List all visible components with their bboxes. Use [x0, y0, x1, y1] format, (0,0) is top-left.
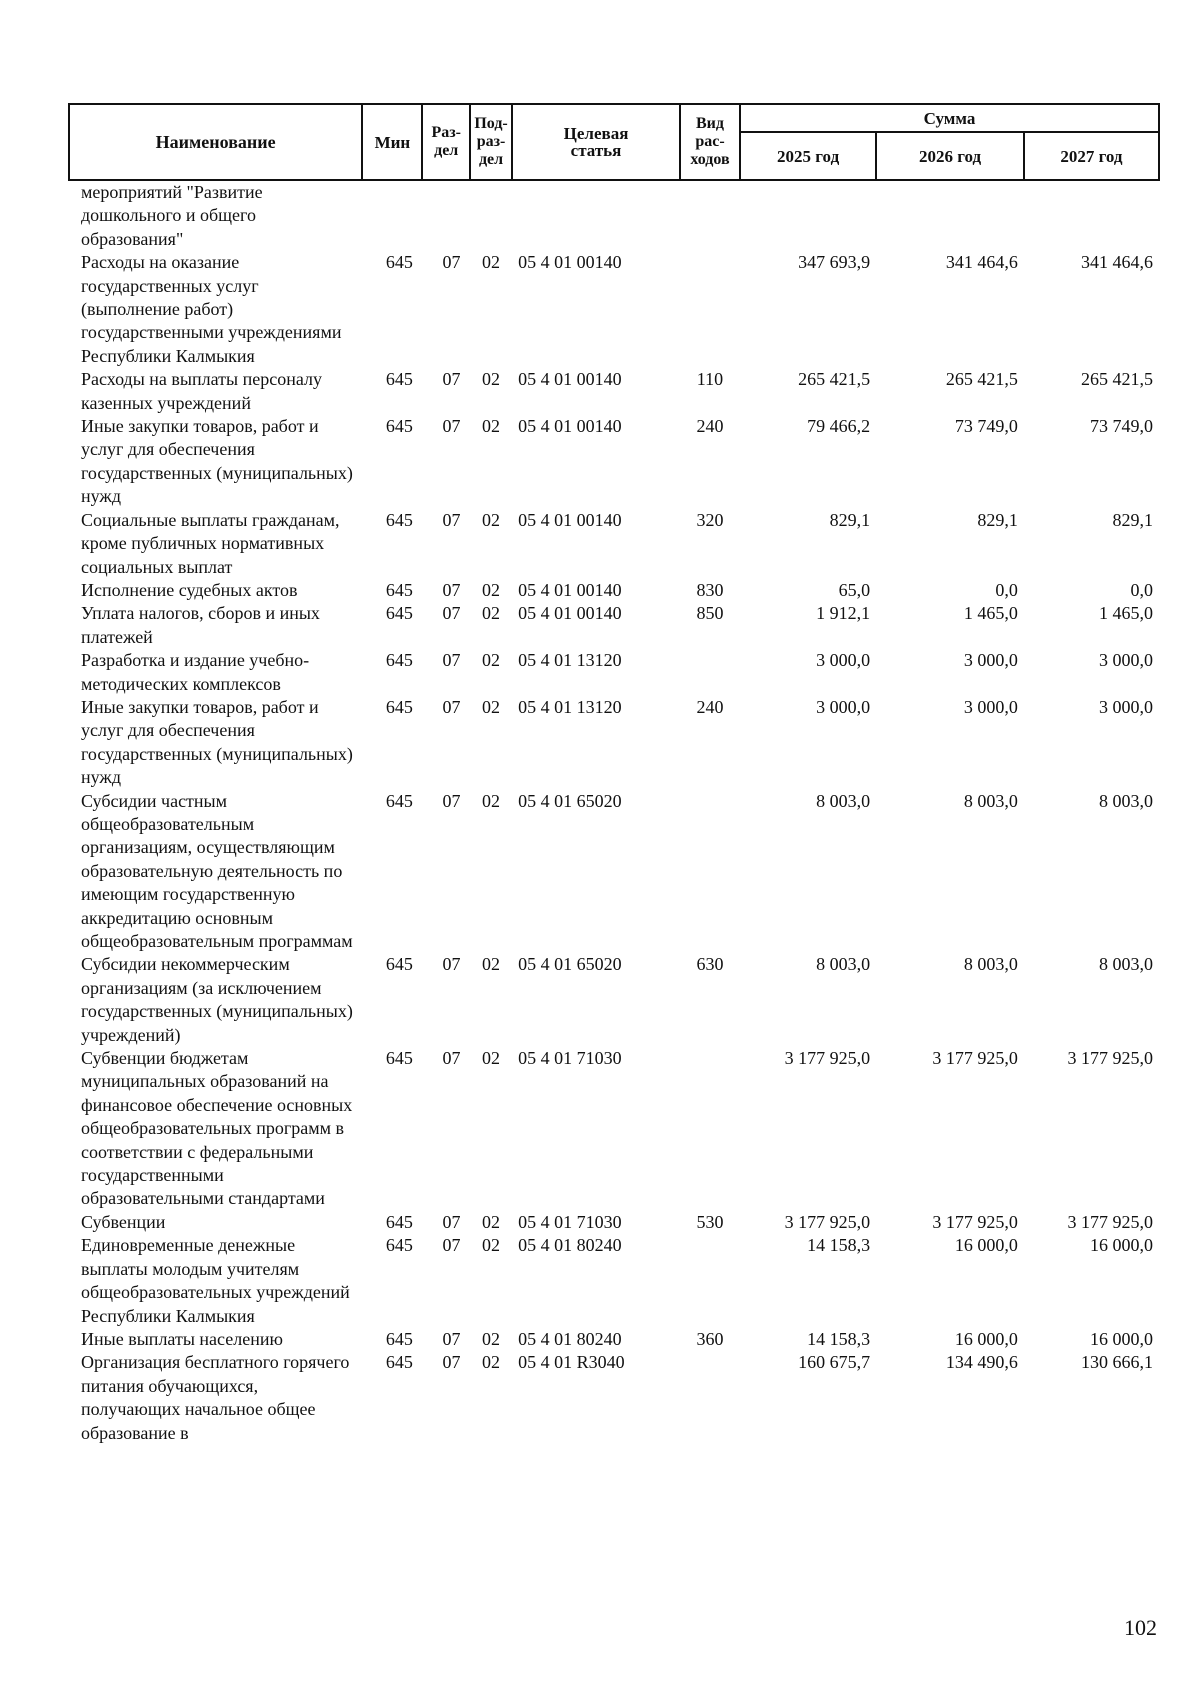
- cell-name: Разработка и издание учебно-методических комплексов: [81, 650, 310, 694]
- cell-razdel: 07: [442, 1352, 461, 1373]
- cell-vid-rashodov: [680, 1234, 740, 1328]
- table-row: [69, 180, 1159, 251]
- table-row: [69, 696, 1159, 790]
- cell-podrazdel: 02: [481, 650, 500, 671]
- header-summa: Сумма: [740, 104, 1159, 132]
- header-podrazdel-text: Под- раз- дел: [474, 115, 508, 168]
- cell-sum-2025: 829,1: [829, 509, 871, 530]
- cell-min: 645: [385, 696, 413, 717]
- cell-sum-2027: 829,1: [1112, 509, 1153, 530]
- cell-podrazdel: 02: [481, 579, 500, 600]
- cell-sum-2026: 16 000,0: [954, 1235, 1018, 1256]
- page-number: 102: [1124, 1615, 1157, 1640]
- header-year-2025: 2025 год: [740, 132, 876, 180]
- cell-podrazdel: 02: [481, 954, 500, 975]
- cell-sum-2025: 14 158,3: [807, 1235, 871, 1256]
- cell-sum-2026: 134 490,6: [945, 1352, 1018, 1373]
- cell-min: 645: [385, 369, 413, 390]
- cell-name: Исполнение судебных актов: [81, 579, 298, 600]
- cell-tselevaya-statya: 05 4 01 13120: [518, 696, 622, 717]
- cell-podrazdel: 02: [481, 369, 500, 390]
- cell-tselevaya-statya: 05 4 01 80240: [518, 1235, 622, 1256]
- cell-tselevaya-statya: 05 4 01 00140: [518, 603, 622, 624]
- cell-sum-2025: 14 158,3: [807, 1328, 871, 1349]
- cell-sum-2025: 65,0: [838, 579, 871, 600]
- header-vid-text: Вид рас- ходов: [690, 115, 730, 168]
- cell-sum-2027: 16 000,0: [1090, 1235, 1153, 1256]
- header-razdel-text: Раз- дел: [431, 124, 461, 159]
- cell-sum-2027: 3 000,0: [1099, 696, 1153, 717]
- cell-min: 645: [385, 954, 413, 975]
- cell-vid-rashodov: [680, 1351, 740, 1445]
- cell-min: 645: [385, 1328, 413, 1349]
- header-tselevaya: [512, 104, 680, 180]
- cell-name: Расходы на выплаты персоналу казенных учреждений: [81, 369, 322, 413]
- cell-sum-2026: 8 003,0: [963, 954, 1018, 975]
- header-year-2026: 2026 год: [876, 132, 1024, 180]
- cell-vid-rashodov: 360: [696, 1328, 724, 1349]
- cell-razdel: 07: [442, 416, 461, 437]
- cell-podrazdel: 02: [481, 1235, 500, 1256]
- cell-sum-2026: 265 421,5: [945, 369, 1018, 390]
- cell-vid-rashodov: [680, 180, 740, 251]
- cell-podrazdel: 02: [481, 416, 500, 437]
- table-row: [69, 1351, 1159, 1445]
- cell-min: 645: [385, 509, 413, 530]
- cell-tselevaya-statya: 05 4 01 65020: [518, 790, 622, 811]
- cell-sum-2026: 8 003,0: [963, 790, 1018, 811]
- cell-sum-2027: 8 003,0: [1099, 790, 1153, 811]
- cell-razdel: 07: [442, 650, 461, 671]
- table-header: [69, 104, 1159, 180]
- cell-tselevaya-statya: [512, 180, 680, 251]
- header-year-2027: 2027 год: [1024, 132, 1159, 180]
- cell-sum-2025: 347 693,9: [798, 252, 871, 273]
- cell-razdel: 07: [442, 579, 461, 600]
- cell-razdel: 07: [442, 1328, 461, 1349]
- cell-podrazdel: 02: [481, 1211, 500, 1232]
- cell-min: 645: [385, 1048, 413, 1069]
- cell-name: Субсидии некоммерческим организациям (за исключением государственных (муниципальных) учреждений): [81, 954, 353, 1045]
- cell-min: 645: [385, 416, 413, 437]
- header-tselevaya-text: Целевая статья: [563, 124, 629, 160]
- cell-sum-2026: 341 464,6: [945, 252, 1018, 273]
- cell-vid-rashodov: 850: [696, 603, 724, 624]
- table-row: [69, 1234, 1159, 1328]
- cell-sum-2027: 0,0: [1130, 579, 1153, 600]
- header-min: Мин: [362, 104, 422, 180]
- cell-min: 645: [385, 603, 413, 624]
- cell-name: Субвенции: [81, 1211, 166, 1232]
- cell-sum-2027: 3 177 925,0: [1067, 1211, 1153, 1232]
- table-row: [69, 368, 1159, 415]
- cell-vid-rashodov: [680, 1047, 740, 1211]
- cell-sum-2025: 1 912,1: [816, 603, 871, 624]
- cell-name: Иные выплаты населению: [81, 1328, 283, 1349]
- cell-razdel: 07: [442, 509, 461, 530]
- cell-sum-2025: 3 177 925,0: [784, 1211, 871, 1232]
- cell-sum-2026: 16 000,0: [954, 1328, 1018, 1349]
- cell-sum-2025: [740, 180, 876, 251]
- cell-name: Единовременные денежные выплаты молодым учителям общеобразовательных учреждений Республики Калмыкия: [81, 1235, 350, 1326]
- cell-min: 645: [385, 1235, 413, 1256]
- cell-razdel: 07: [442, 1235, 461, 1256]
- cell-razdel: [422, 180, 469, 251]
- cell-sum-2026: 3 177 925,0: [932, 1048, 1018, 1069]
- cell-name: Иные закупки товаров, работ и услуг для обеспечения государственных (муниципальных) нужд: [81, 696, 353, 788]
- cell-sum-2025: 160 675,7: [798, 1352, 871, 1373]
- cell-razdel: 07: [442, 369, 461, 390]
- cell-tselevaya-statya: 05 4 01 00140: [518, 416, 622, 437]
- table-row: [69, 953, 1159, 1047]
- cell-vid-rashodov: [680, 649, 740, 696]
- cell-sum-2027: 8 003,0: [1099, 954, 1153, 975]
- cell-razdel: 07: [442, 1048, 461, 1069]
- cell-podrazdel: [470, 180, 512, 251]
- cell-sum-2026: 73 749,0: [954, 416, 1018, 437]
- header-podrazdel: [470, 104, 512, 180]
- cell-name: Иные закупки товаров, работ и услуг для обеспечения государственных (муниципальных) нужд: [81, 416, 353, 507]
- cell-sum-2027: 16 000,0: [1090, 1328, 1153, 1349]
- cell-sum-2027: 265 421,5: [1081, 369, 1153, 390]
- cell-tselevaya-statya: 05 4 01 R3040: [518, 1352, 625, 1373]
- cell-min: 645: [385, 1211, 413, 1232]
- cell-min: 645: [385, 790, 413, 811]
- cell-sum-2027: 3 000,0: [1099, 650, 1153, 671]
- cell-razdel: 07: [442, 252, 461, 273]
- table-row: [69, 790, 1159, 954]
- cell-tselevaya-statya: 05 4 01 00140: [518, 369, 622, 390]
- cell-sum-2025: 3 000,0: [816, 696, 871, 717]
- cell-tselevaya-statya: 05 4 01 71030: [518, 1211, 622, 1232]
- cell-sum-2025: 3 000,0: [816, 650, 871, 671]
- cell-name: Организация бесплатного горячего питания обучающихся, получающих начальное общее образование в: [81, 1352, 350, 1443]
- cell-vid-rashodov: [680, 790, 740, 954]
- cell-sum-2025: 8 003,0: [816, 790, 871, 811]
- cell-vid-rashodov: 320: [696, 509, 724, 530]
- cell-podrazdel: 02: [481, 603, 500, 624]
- cell-podrazdel: 02: [481, 1328, 500, 1349]
- table-row: [69, 1328, 1159, 1351]
- cell-tselevaya-statya: 05 4 01 00140: [518, 509, 622, 530]
- cell-vid-rashodov: [680, 251, 740, 368]
- cell-vid-rashodov: 240: [696, 696, 724, 717]
- cell-name: мероприятий "Развитие дошкольного и общего образования": [81, 182, 263, 249]
- cell-vid-rashodov: 630: [696, 954, 724, 975]
- cell-min: 645: [385, 1352, 413, 1373]
- cell-sum-2025: 3 177 925,0: [784, 1048, 871, 1069]
- cell-name: Субвенции бюджетам муниципальных образований на финансовое обеспечение основных общеобразовательных программ в соответствии с федеральными государственными образовательными стандартами: [81, 1048, 353, 1209]
- cell-tselevaya-statya: 05 4 01 65020: [518, 954, 622, 975]
- budget-table: [68, 103, 1160, 1445]
- cell-sum-2026: 829,1: [977, 509, 1018, 530]
- cell-podrazdel: 02: [481, 1048, 500, 1069]
- cell-podrazdel: 02: [481, 696, 500, 717]
- cell-razdel: 07: [442, 1211, 461, 1232]
- cell-podrazdel: 02: [481, 509, 500, 530]
- cell-min: 645: [385, 579, 413, 600]
- header-razdel: [422, 104, 469, 180]
- cell-min: 645: [385, 252, 413, 273]
- cell-name: Субсидии частным общеобразовательным организациям, осуществляющим образовательную деятельность по имеющим государственную аккредитацию основным общеобразовательным программам: [81, 790, 353, 951]
- table-body: [69, 180, 1159, 1445]
- cell-tselevaya-statya: 05 4 01 13120: [518, 650, 622, 671]
- cell-sum-2026: [876, 180, 1024, 251]
- cell-sum-2026: 3 000,0: [963, 696, 1018, 717]
- cell-name: Социальные выплаты гражданам, кроме публичных нормативных социальных выплат: [81, 509, 340, 577]
- cell-razdel: 07: [442, 696, 461, 717]
- table-row: [69, 602, 1159, 649]
- table-row: [69, 649, 1159, 696]
- header-vid: [680, 104, 740, 180]
- table-row: [69, 509, 1159, 579]
- cell-vid-rashodov: 530: [696, 1211, 724, 1232]
- cell-razdel: 07: [442, 954, 461, 975]
- cell-vid-rashodov: 830: [696, 579, 724, 600]
- cell-sum-2026: 1 465,0: [963, 603, 1018, 624]
- table-row: [69, 1211, 1159, 1234]
- cell-sum-2026: 3 000,0: [963, 650, 1018, 671]
- cell-podrazdel: 02: [481, 1352, 500, 1373]
- cell-min: [362, 180, 422, 251]
- cell-sum-2025: 265 421,5: [798, 369, 871, 390]
- header-name: Наименование: [69, 104, 362, 180]
- cell-tselevaya-statya: 05 4 01 71030: [518, 1048, 622, 1069]
- cell-tselevaya-statya: 05 4 01 00140: [518, 252, 622, 273]
- cell-sum-2027: 130 666,1: [1081, 1352, 1153, 1373]
- cell-sum-2027: 1 465,0: [1099, 603, 1153, 624]
- cell-sum-2027: 3 177 925,0: [1067, 1048, 1153, 1069]
- table-row: [69, 415, 1159, 509]
- cell-vid-rashodov: 110: [696, 369, 724, 390]
- cell-min: 645: [385, 650, 413, 671]
- cell-razdel: 07: [442, 790, 461, 811]
- cell-tselevaya-statya: 05 4 01 80240: [518, 1328, 622, 1349]
- cell-name: Уплата налогов, сборов и иных платежей: [81, 603, 320, 647]
- cell-vid-rashodov: 240: [696, 416, 724, 437]
- table-row: [69, 251, 1159, 368]
- cell-sum-2025: 79 466,2: [807, 416, 871, 437]
- cell-razdel: 07: [442, 603, 461, 624]
- cell-name: Расходы на оказание государственных услуг (выполнение работ) государственными учреждениями Республики Калмыкия: [81, 252, 342, 366]
- cell-sum-2026: 3 177 925,0: [932, 1211, 1018, 1232]
- cell-podrazdel: 02: [481, 790, 500, 811]
- table-row: [69, 1047, 1159, 1211]
- cell-sum-2027: 73 749,0: [1090, 416, 1153, 437]
- cell-sum-2027: [1024, 180, 1159, 251]
- cell-sum-2025: 8 003,0: [816, 954, 871, 975]
- cell-podrazdel: 02: [481, 252, 500, 273]
- cell-sum-2026: 0,0: [995, 579, 1018, 600]
- cell-sum-2027: 341 464,6: [1081, 252, 1153, 273]
- cell-tselevaya-statya: 05 4 01 00140: [518, 579, 622, 600]
- table-row: [69, 579, 1159, 602]
